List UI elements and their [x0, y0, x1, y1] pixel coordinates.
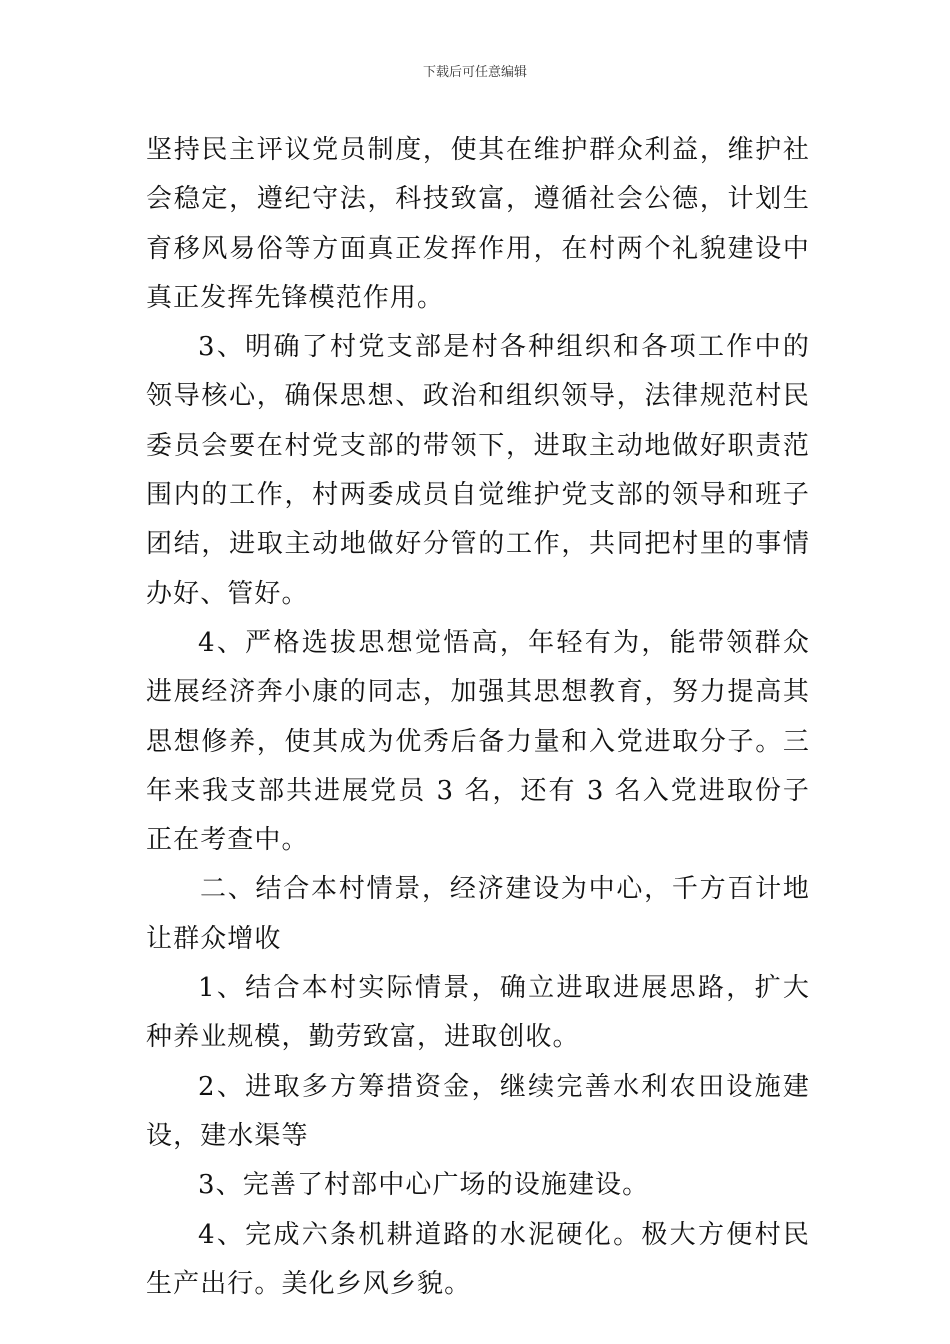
- paragraph-item-4-roads: 4、完成六条机耕道路的水泥硬化。极大方便村民生产出行。美化乡风乡貌。: [146, 1219, 810, 1299]
- paragraph-item-3-plaza: 3、完善了村部中心广场的设施建设。: [198, 1170, 650, 1201]
- section-heading-economic: 二、结合本村情景，经济建设为中心，千方百计地让群众增收: [146, 874, 810, 954]
- paragraph-item-2-funding: 2、进取多方筹措资金，继续完善水利农田设施建设，建水渠等: [146, 1071, 810, 1151]
- paragraph-continuation: 坚持民主评议党员制度，使其在维护群众利益，维护社会稳定，遵纪守法，科技致富，遵循社会公德，计划生育移风易俗等方面真正发挥作用，在村两个礼貌建设中真正发挥先锋模范作用。: [146, 135, 810, 313]
- paragraph-item-1-development: 1、结合本村实际情景，确立进取进展思路，扩大种养业规模，勤劳致富，进取创收。: [146, 973, 810, 1053]
- document-body: [146, 126, 810, 1309]
- page-header: 下载后可任意编辑: [422, 65, 527, 80]
- paragraph-item-3-party-branch: 3、明确了村党支部是村各种组织和各项工作中的领导核心，确保思想、政治和组织领导，法律规范村民委员会要在村党支部的带领下，进取主动地做好职责范围内的工作，村两委成员自觉维护党支部的领导和班子团结，进取主动地做好分管的工作，共同把村里的事情办好、管好。: [146, 332, 810, 609]
- paragraph-item-4-selection: 4、严格选拔思想觉悟高，年轻有为，能带领群众进展经济奔小康的同志，加强其思想教育，努力提高其思想修养，使其成为优秀后备力量和入党进取分子。三年来我支部共进展党员 3 名，还有 3 名入党进取份子正在考查中。: [146, 627, 810, 856]
